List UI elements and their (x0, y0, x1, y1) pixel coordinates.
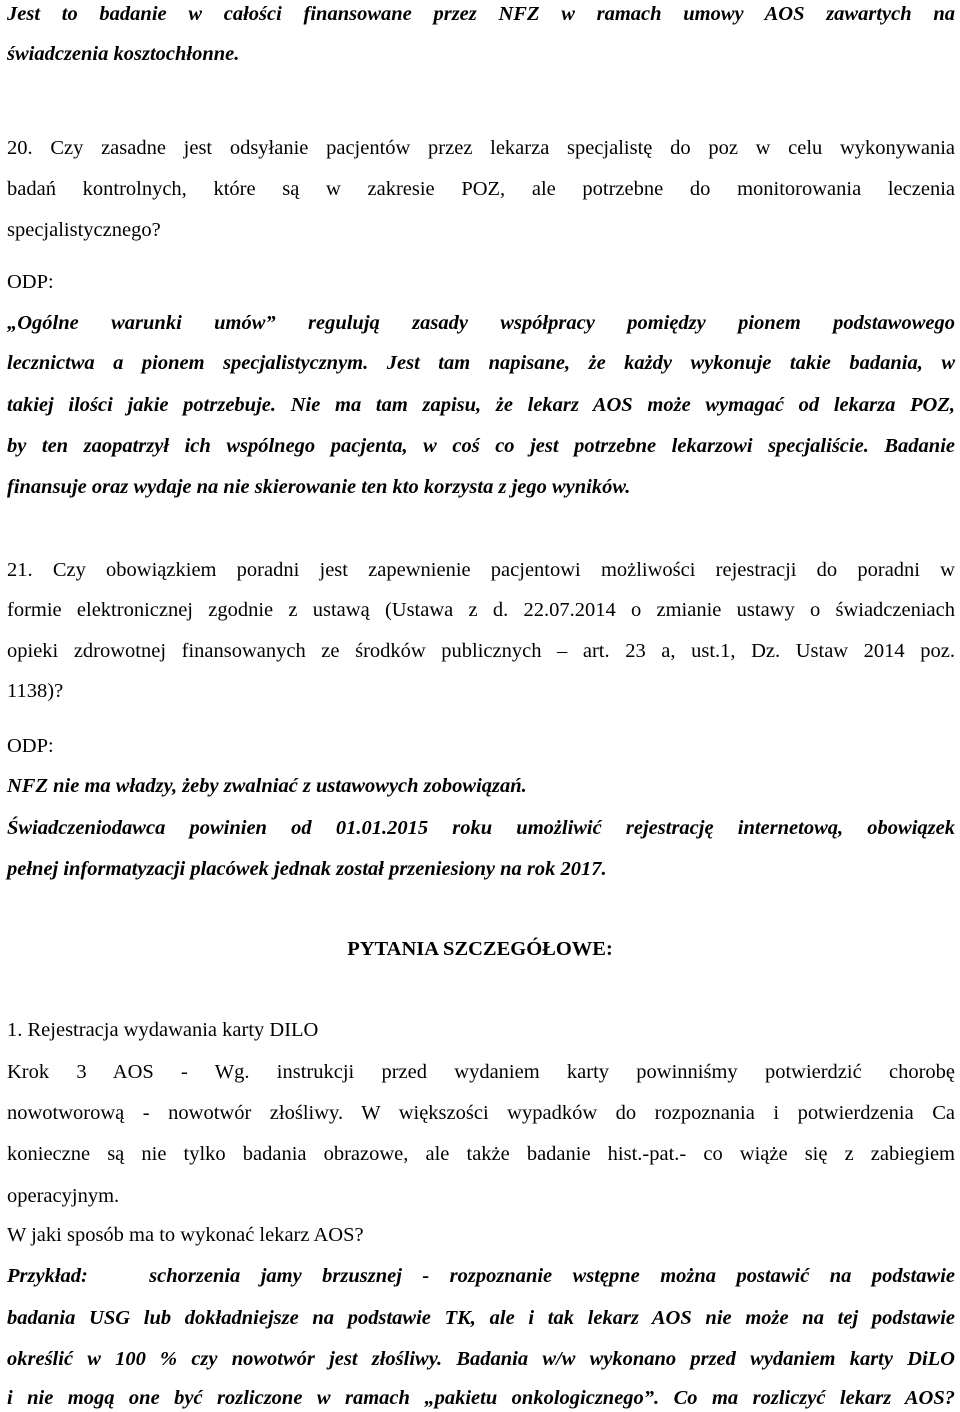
d1-example-line-2: badania USG lub dokładniejsze na podstawie TK, ale i tak lekarz AOS nie może na tej podstawie (7, 1307, 955, 1329)
q20-answer-line-2: lecznictwa a pionem specjalistycznym. Jest tam napisane, że każdy wykonuje takie badania, w (7, 352, 955, 374)
d1-example-line-1 (7, 1262, 955, 1290)
q21-question-line-3: opieki zdrowotnej finansowanych ze środków publicznych – art. 23 a, ust.1, Dz. Ustaw 2014 poz. (7, 640, 955, 662)
intro-answer-line-2: świadczenia kosztochłonne. (7, 43, 240, 65)
q20-question-line-2: badań kontrolnych, które są w zakresie POZ, ale potrzebne do monitorowania leczenia (7, 178, 955, 200)
q20-question-line-1: 20. Czy zasadne jest odsyłanie pacjentów przez lekarza specjalistę do poz w celu wykonywania (7, 137, 955, 159)
d1-example-label: Przykład: (7, 1265, 88, 1287)
q20-answer-line-5: finansuje oraz wydaje na nie skierowanie ten kto korzysta z jego wyników. (7, 476, 631, 498)
d1-question-line-1: 1. Rejestracja wydawania karty DILO (7, 1019, 319, 1041)
d1-question-line-4: konieczne są nie tylko badania obrazowe, ale także badanie hist.-pat.- co wiąże się z zabiegiem (7, 1143, 955, 1165)
d1-example-line-3: określić w 100 % czy nowotwór jest złośliwy. Badania w/w wykonano przed wydaniem karty DiLO (7, 1348, 955, 1370)
q21-question-line-1: 21. Czy obowiązkiem poradni jest zapewnienie pacjentowi możliwości rejestracji do poradni w (7, 559, 955, 581)
q21-odp-label: ODP: (7, 735, 54, 757)
q20-answer-line-4: by ten zaopatrzył ich wspólnego pacjenta, w coś co jest potrzebne lekarzowi specjaliście. Badanie (7, 435, 955, 457)
intro-answer-line-1: Jest to badanie w całości finansowane przez NFZ w ramach umowy AOS zawartych na (7, 3, 955, 25)
d1-question-line-6: W jaki sposób ma to wykonać lekarz AOS? (7, 1224, 364, 1246)
d1-question-line-5: operacyjnym. (7, 1185, 120, 1207)
q21-question-line-4: 1138)? (7, 680, 64, 702)
d1-question-line-2: Krok 3 AOS - Wg. instrukcji przed wydaniem karty powinniśmy potwierdzić chorobę (7, 1061, 955, 1083)
d1-example-line-4: i nie mogą one być rozliczone w ramach „pakietu onkologicznego”. Co ma rozliczyć lekarz AOS? (7, 1387, 955, 1409)
section-heading: PYTANIA SZCZEGÓŁOWE: (347, 938, 613, 960)
q21-answer-line-1: NFZ nie ma władzy, żeby zwalniać z ustawowych zobowiązań. (7, 775, 527, 797)
q21-question-line-2: formie elektronicznej zgodnie z ustawą (Ustawa z d. 22.07.2014 o zmianie ustawy o świadczeniach (7, 599, 955, 621)
q20-question-line-3: specjalistycznego? (7, 219, 161, 241)
q21-answer-line-2: Świadczeniodawca powinien od 01.01.2015 roku umożliwić rejestrację internetową, obowiązek (7, 817, 955, 839)
q21-answer-line-3: pełnej informatyzacji placówek jednak został przeniesiony na rok 2017. (7, 858, 607, 880)
d1-example-text-1: schorzenia jamy brzusznej - rozpoznanie wstępne można postawić na podstawie (149, 1265, 956, 1287)
q20-answer-line-1: „Ogólne warunki umów” regulują zasady współpracy pomiędzy pionem podstawowego (7, 312, 955, 334)
q20-answer-line-3: takiej ilości jakie potrzebuje. Nie ma tam zapisu, że lekarz AOS może wymagać od lekarza POZ, (7, 394, 955, 416)
q20-odp-label: ODP: (7, 271, 54, 293)
d1-question-line-3: nowotworową - nowotwór złośliwy. W większości wypadków do rozpoznania i potwierdzenia Ca (7, 1102, 955, 1124)
